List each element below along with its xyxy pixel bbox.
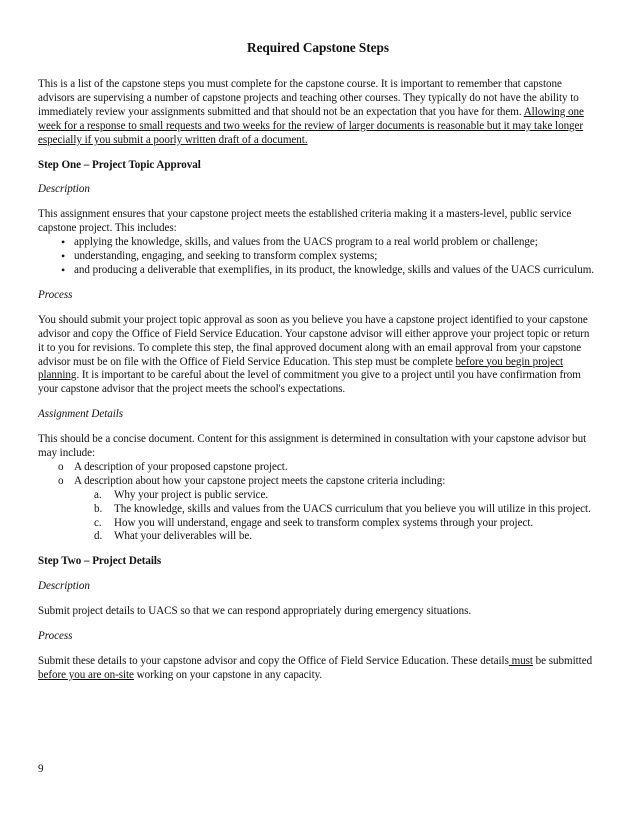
sublist-marker: d.	[94, 530, 103, 543]
step-two-description-label: Description	[38, 580, 90, 593]
process-text-end: . It is important to be careful about the level of commitment you give to a project until you have confirmation from your capstone advisor that the project meets the school's expectations.	[38, 369, 581, 396]
list-item: • and producing a deliverable that exemplifies, in its product, the knowledge, skills and values of the UACS curriculum.	[38, 264, 598, 278]
circle-marker: o	[58, 460, 64, 473]
intro-underlined-text: Allowing one week for a response to small requests and two weeks for the review of larger documents is reasonable but it may take longer especially if you submit a poorly written draft of a document.	[38, 105, 584, 146]
step-two-description-text: Submit project details to UACS so that we can respond appropriately during emergency situations.	[38, 605, 472, 618]
list-item	[38, 503, 598, 517]
process-text-start: You should submit your project topic approval as soon as you believe you have a capstone project identified to your capstone advisor and copy the Office of Field Service Education. Your capstone advisor will either approve your project topic or return it to you for revisions. To complete this step, the final approved document along with an email approval from your capstone advisor must be on file with the Office of Field Service Education. This step must be complete	[38, 313, 590, 368]
list-item-text: How you will understand, engage and seek to transform complex systems through your project.	[114, 516, 534, 529]
intro-text: This is a list of the capstone steps you must complete for the capstone course. It is important to remember that capstone advisors are supervising a number of capstone projects and teaching other courses. They typically do not have the ability to immediately review your assignments submitted and that should not be an expectation that you have for them.	[38, 78, 579, 118]
criteria-bullet-list	[38, 236, 598, 278]
step-two-process-paragraph	[38, 655, 598, 683]
step-two-heading: Step Two – Project Details	[38, 555, 162, 568]
circle-marker: o	[58, 474, 64, 487]
list-item	[38, 517, 598, 531]
process-text-b: be submitted	[532, 655, 593, 667]
step-one-process-paragraph	[38, 314, 598, 397]
sublist-marker: a.	[94, 488, 102, 501]
sublist-marker: b.	[94, 502, 103, 515]
list-item-text: The knowledge, skills and values from the UACS curriculum that you believe you will utilize in this project.	[114, 502, 591, 515]
assignment-details-text: This should be a concise document. Content for this assignment is determined in consultation with your capstone advisor but may include:	[38, 433, 587, 460]
criteria-sublist	[38, 489, 598, 545]
step-one-description-label: Description	[38, 183, 90, 196]
process-text-a: Submit these details to your capstone advisor and copy the Office of Field Service Education. These details	[38, 655, 509, 667]
page-number: 9	[38, 763, 44, 775]
page-title: Required Capstone Steps	[247, 40, 389, 55]
underlined-must: must	[508, 655, 533, 667]
list-item	[38, 461, 598, 475]
assignment-details-label: Assignment Details	[38, 408, 124, 421]
underlined-before-onsite: before you are on-site	[38, 668, 134, 681]
list-item-text: A description about how your capstone project meets the capstone criteria including:	[74, 474, 446, 487]
process-underlined-text: before you begin project planning	[38, 355, 564, 382]
step-one-process-label: Process	[38, 288, 73, 301]
list-item	[38, 475, 598, 489]
list-item: • applying the knowledge, skills, and values from the UACS program to a real world problem or challenge;	[38, 236, 598, 250]
list-item-text: A description of your proposed capstone project.	[74, 460, 288, 473]
list-item	[38, 530, 598, 544]
step-two-process-label: Process	[38, 630, 73, 643]
list-item: • understanding, engaging, and seeking to transform complex systems;	[38, 250, 598, 264]
details-circle-list	[38, 461, 598, 489]
list-item	[38, 489, 598, 503]
process-text-c: working on your capstone in any capacity.	[133, 668, 323, 681]
list-item-text: What your deliverables will be.	[114, 530, 252, 543]
list-item-text: Why your project is public service.	[114, 488, 269, 501]
step-one-heading: Step One – Project Topic Approval	[38, 158, 201, 171]
intro-paragraph	[38, 78, 598, 148]
sublist-marker: c.	[94, 516, 102, 529]
step-one-description-text: This assignment ensures that your capstone project meets the established criteria making it a masters-level, public service capstone project. This includes:	[38, 208, 572, 235]
